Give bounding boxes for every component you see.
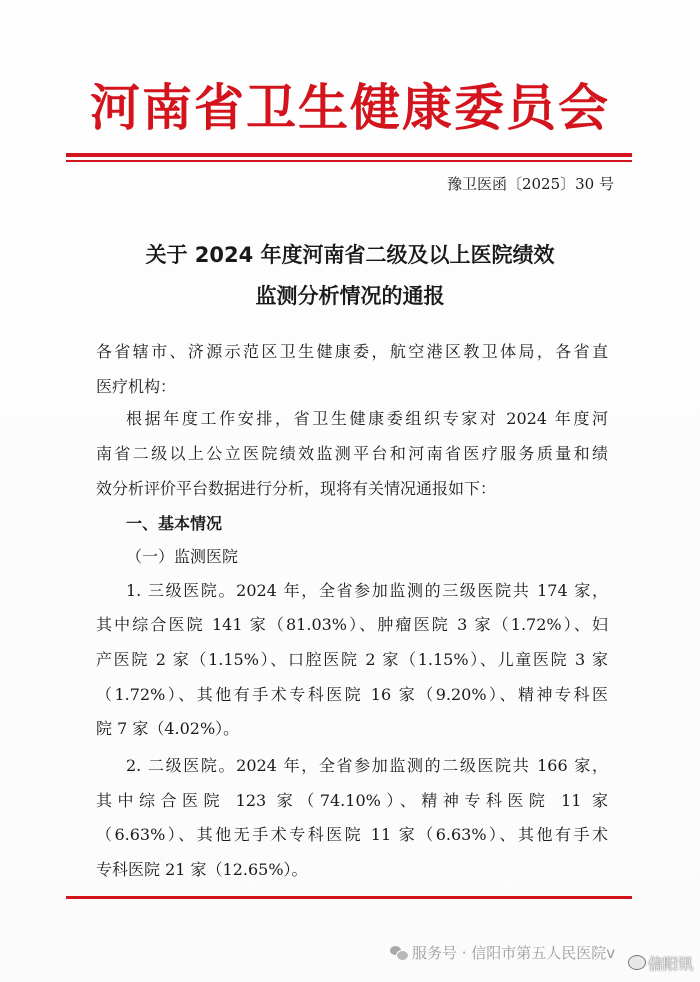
- wechat-icon: [390, 945, 408, 960]
- p2-line4: 专科医院 21 家（12.65%）。: [96, 860, 308, 879]
- document-title-line2: 监测分析情况的通报: [255, 284, 445, 308]
- p2-line2: 其中综合医院 123 家（74.10%）、精神专科医院 11 家: [96, 791, 608, 810]
- p2-line1: 2. 二级医院。2024 年，全省参加监测的二级医院共 166 家，: [126, 756, 608, 775]
- p1-line3: 产医院 2 家（1.15%）、口腔医院 2 家（1.15%）、儿童医院 3 家: [96, 650, 608, 669]
- p1-line1: 1. 三级医院。2024 年，全省参加监测的三级医院共 174 家，: [126, 581, 608, 600]
- org-title: 河南省卫生健康委员会: [90, 78, 610, 137]
- wechat-watermark: [390, 942, 615, 964]
- footer-rule: [66, 896, 632, 899]
- recipients-line1: 各省辖市、济源示范区卫生健康委，航空港区教卫体局，各省直: [96, 342, 608, 361]
- intro-line1: 根据年度工作安排，省卫生健康委组织专家对 2024 年度河: [126, 409, 608, 428]
- header-rule-thin: [66, 160, 632, 162]
- p1-line4: （1.72%）、其他有手术专科医院 16 家（9.20%）、精神专科医: [96, 685, 608, 704]
- document-title-line1: 关于 2024 年度河南省二级及以上医院绩效: [145, 243, 555, 267]
- subsection1-heading: （一）监测医院: [126, 547, 239, 566]
- recipients-line2: 医疗机构：: [96, 377, 177, 396]
- header-rule-thick: [66, 153, 632, 157]
- p1-line5: 院 7 家（4.02%）。: [96, 719, 240, 738]
- wechat-watermark-text: 服务号 · 信阳市第五人民医院v: [412, 944, 616, 962]
- section1-heading: 一、基本情况: [126, 514, 223, 533]
- intro-line2: 南省二级以上公立医院绩效监测平台和河南省医疗服务质量和绩: [96, 444, 608, 463]
- weibo-icon: [628, 955, 646, 970]
- p2-line3: （6.63%）、其他无手术专科医院 11 家（6.63%）、其他有手术: [96, 825, 608, 844]
- weibo-watermark-text: 信阳讯: [648, 955, 694, 973]
- intro-line3: 效分析评价平台数据进行分析，现将有关情况通报如下：: [96, 479, 497, 498]
- p1-line2: 其中综合医院 141 家（81.03%）、肿瘤医院 3 家（1.72%）、妇: [96, 615, 608, 634]
- document-number: 豫卫医函〔2025〕30 号: [446, 175, 614, 193]
- weibo-watermark: [628, 954, 693, 974]
